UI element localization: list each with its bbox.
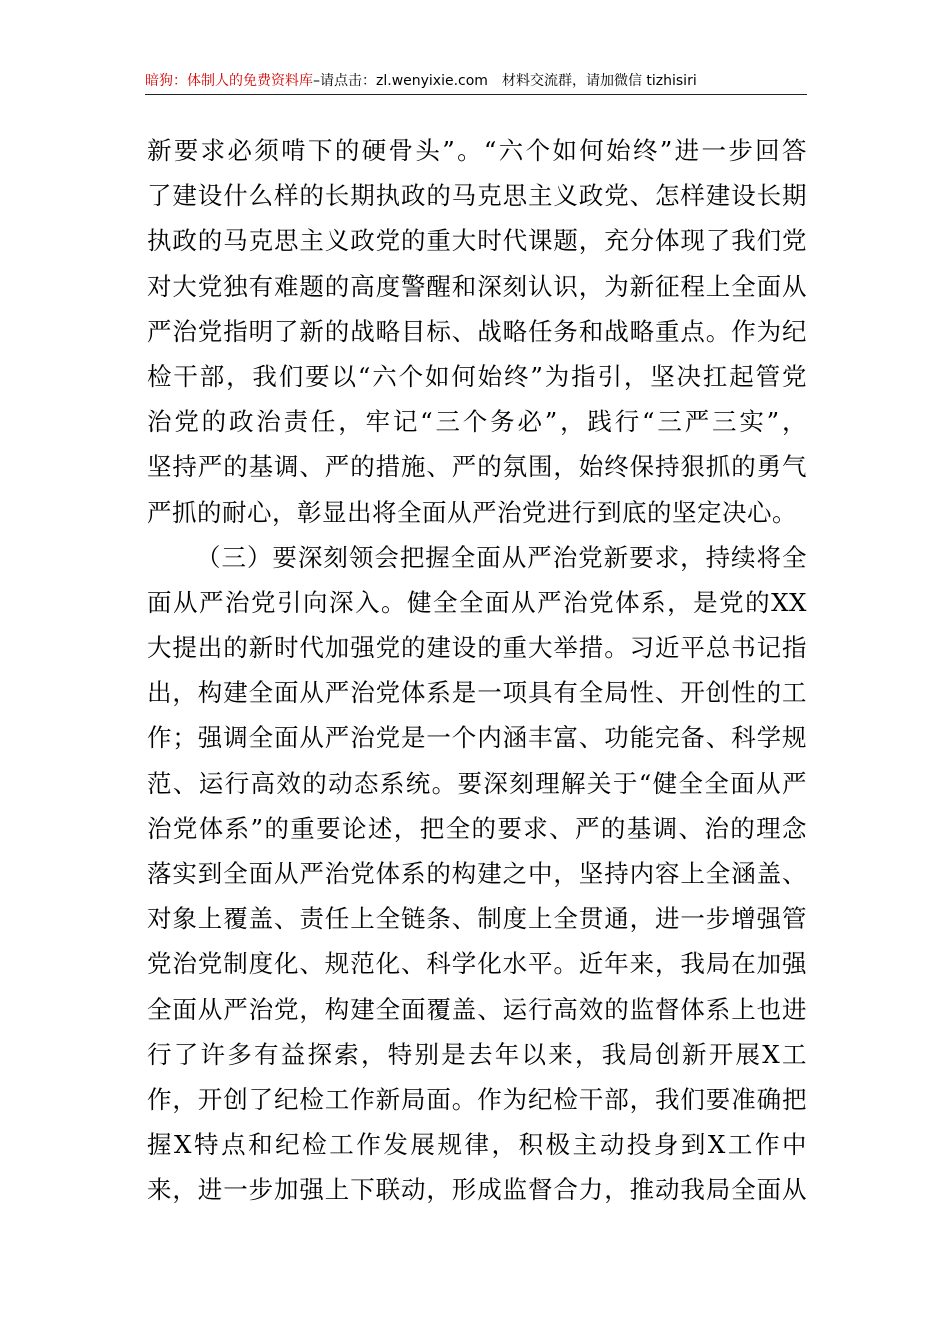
body-text xyxy=(147,128,807,1213)
header-promo-link[interactable]: –请点击：zl.wenyixie.com xyxy=(313,73,488,89)
text-line: 作；强调全面从严治党是一个内涵丰富、功能完备、科学规 xyxy=(147,723,807,753)
text-line: 出，构建全面从严治党体系是一项具有全局性、开创性的工 xyxy=(147,678,807,708)
paragraph-end-line: 严抓的耐心，彰显出将全面从严治党进行到底的坚定决心。 xyxy=(147,497,797,527)
text-line: 坚持严的基调、严的措施、严的氛围，始终保持狠抓的勇气 xyxy=(147,452,807,482)
text-line: 范、运行高效的动态系统。要深刻理解关于“健全全面从严 xyxy=(147,768,807,798)
text-line: 作，开创了纪检工作新局面。作为纪检干部，我们要准确把 xyxy=(147,1084,807,1114)
section-heading-line: （三）要深刻领会把握全面从严治党新要求，持续将全 xyxy=(196,542,807,572)
text-line: 了建设什么样的长期执政的马克思主义政党、怎样建设长期 xyxy=(147,181,807,211)
header-promo-title[interactable]: 暗狗：体制人的免费资料库 xyxy=(145,73,313,89)
text-line: 落实到全面从严治党体系的构建之中，坚持内容上全涵盖、 xyxy=(147,859,807,888)
text-line: 严治党指明了新的战略目标、战略任务和战略重点。作为纪 xyxy=(147,316,807,346)
text-line: 执政的马克思主义政党的重大时代课题，充分体现了我们党 xyxy=(147,226,807,256)
page-header xyxy=(145,68,807,95)
text-line: 治党的政治责任，牢记“三个务必”，践行“三严三实”， xyxy=(147,407,807,437)
text-line: 全面从严治党，构建全面覆盖、运行高效的监督体系上也进 xyxy=(147,994,807,1024)
text-line: 对大党独有难题的高度警醒和深刻认识，为新征程上全面从 xyxy=(147,271,807,301)
text-line: 行了许多有益探索，特别是去年以来，我局创新开展X工 xyxy=(147,1039,807,1069)
text-line: 来，进一步加强上下联动，形成监督合力，推动我局全面从 xyxy=(147,1175,807,1205)
text-line: 新要求必须啃下的硬骨头”。“六个如何始终”进一步回答 xyxy=(147,136,807,165)
text-line: 面从严治党引向深入。健全全面从严治党体系，是党的XX xyxy=(147,587,807,617)
text-line: 对象上覆盖、责任上全链条、制度上全贯通，进一步增强管 xyxy=(147,904,807,934)
text-line: 大提出的新时代加强党的建设的重大举措。习近平总书记指 xyxy=(147,633,807,663)
text-line: 党治党制度化、规范化、科学化水平。近年来，我局在加强 xyxy=(147,949,807,979)
text-line: 握X特点和纪检工作发展规律，积极主动投身到X工作中 xyxy=(147,1130,807,1160)
header-wechat-note: 材料交流群，请加微信 tizhisiri xyxy=(501,73,697,89)
text-line: 检干部，我们要以“六个如何始终”为指引，坚决扛起管党 xyxy=(147,361,807,391)
text-line: 治党体系”的重要论述，把全的要求、严的基调、治的理念 xyxy=(147,813,807,843)
